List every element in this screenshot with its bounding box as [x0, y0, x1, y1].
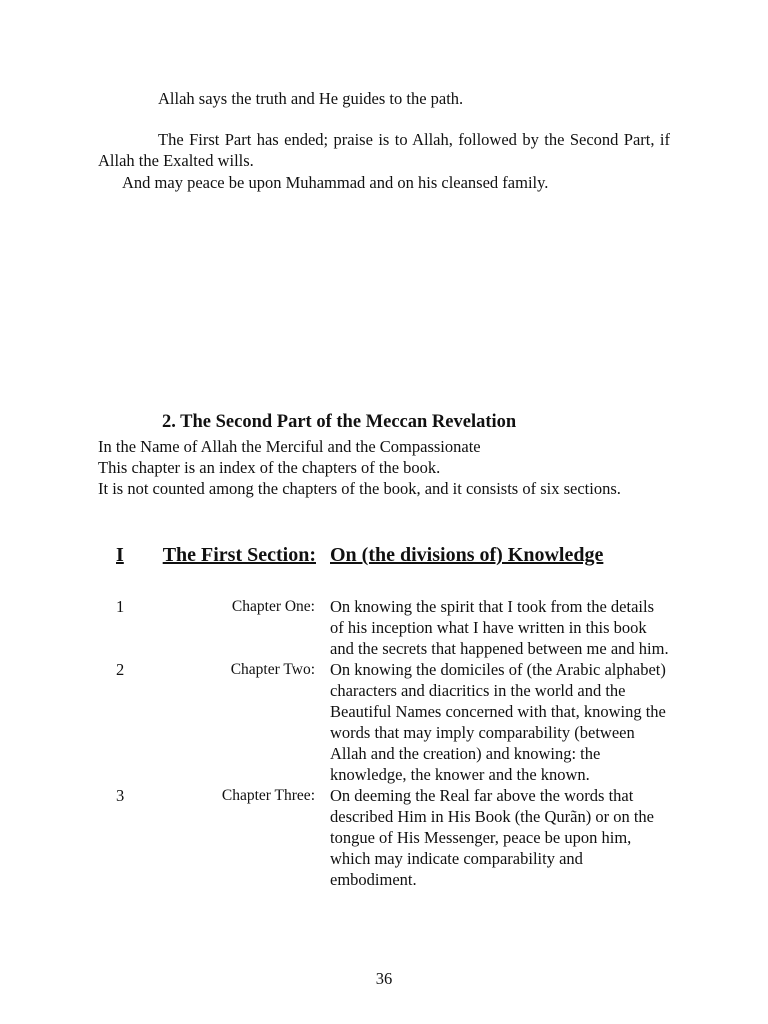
- chapter-row: [98, 785, 670, 890]
- chapter-label: Chapter Two:: [230, 661, 315, 678]
- intro-line-index: This chapter is an index of the chapters of the book.: [98, 458, 441, 477]
- chapter-number: 2: [116, 660, 125, 679]
- part-two-intro: [98, 436, 670, 499]
- page-number: 36: [375, 969, 393, 988]
- chapter-row: [98, 659, 670, 785]
- chapter-description: On knowing the domiciles of (the Arabic alphabet) characters and diacritics in the world and the Beautiful Names concerned with that, knowing the words that may imply comparability (between Allah and the creation) and knowing: the knowledge, the knower and the known.: [330, 660, 666, 784]
- closing-paragraph-peace: And may peace be upon Muhammad and on his cleansed family.: [122, 173, 549, 192]
- chapter-description: On deeming the Real far above the words that described Him in His Book (the Qurãn) or on the tongue of His Messenger, peace be upon him, which may indicate comparability and embodiment.: [330, 786, 654, 889]
- chapter-label: Chapter One:: [231, 598, 315, 615]
- part-two-heading: 2. The Second Part of the Meccan Revelation: [162, 412, 517, 432]
- chapter-number: 3: [116, 786, 125, 805]
- section-number: I: [116, 544, 124, 566]
- intro-line-basmala: In the Name of Allah the Merciful and the Compassionate: [98, 437, 481, 456]
- chapter-description: On knowing the spirit that I took from the details of his inception what I have written in this book and the secrets that happened between me and him.: [330, 597, 669, 658]
- closing-paragraph-first-part-ended: The First Part has ended; praise is to Allah, followed by the Second Part, if Allah the Exalted wills.: [98, 130, 670, 170]
- intro-line-sections: It is not counted among the chapters of the book, and it consists of six sections.: [98, 479, 621, 498]
- chapter-number: 1: [116, 597, 125, 616]
- closing-paragraph-truth: Allah says the truth and He guides to the path.: [158, 89, 464, 108]
- section-label: The First Section:: [162, 544, 316, 566]
- chapter-label: Chapter Three:: [221, 787, 315, 804]
- chapter-list: [98, 596, 670, 890]
- chapter-row: [98, 596, 670, 659]
- section-title: On (the divisions of) Knowledge: [330, 544, 604, 566]
